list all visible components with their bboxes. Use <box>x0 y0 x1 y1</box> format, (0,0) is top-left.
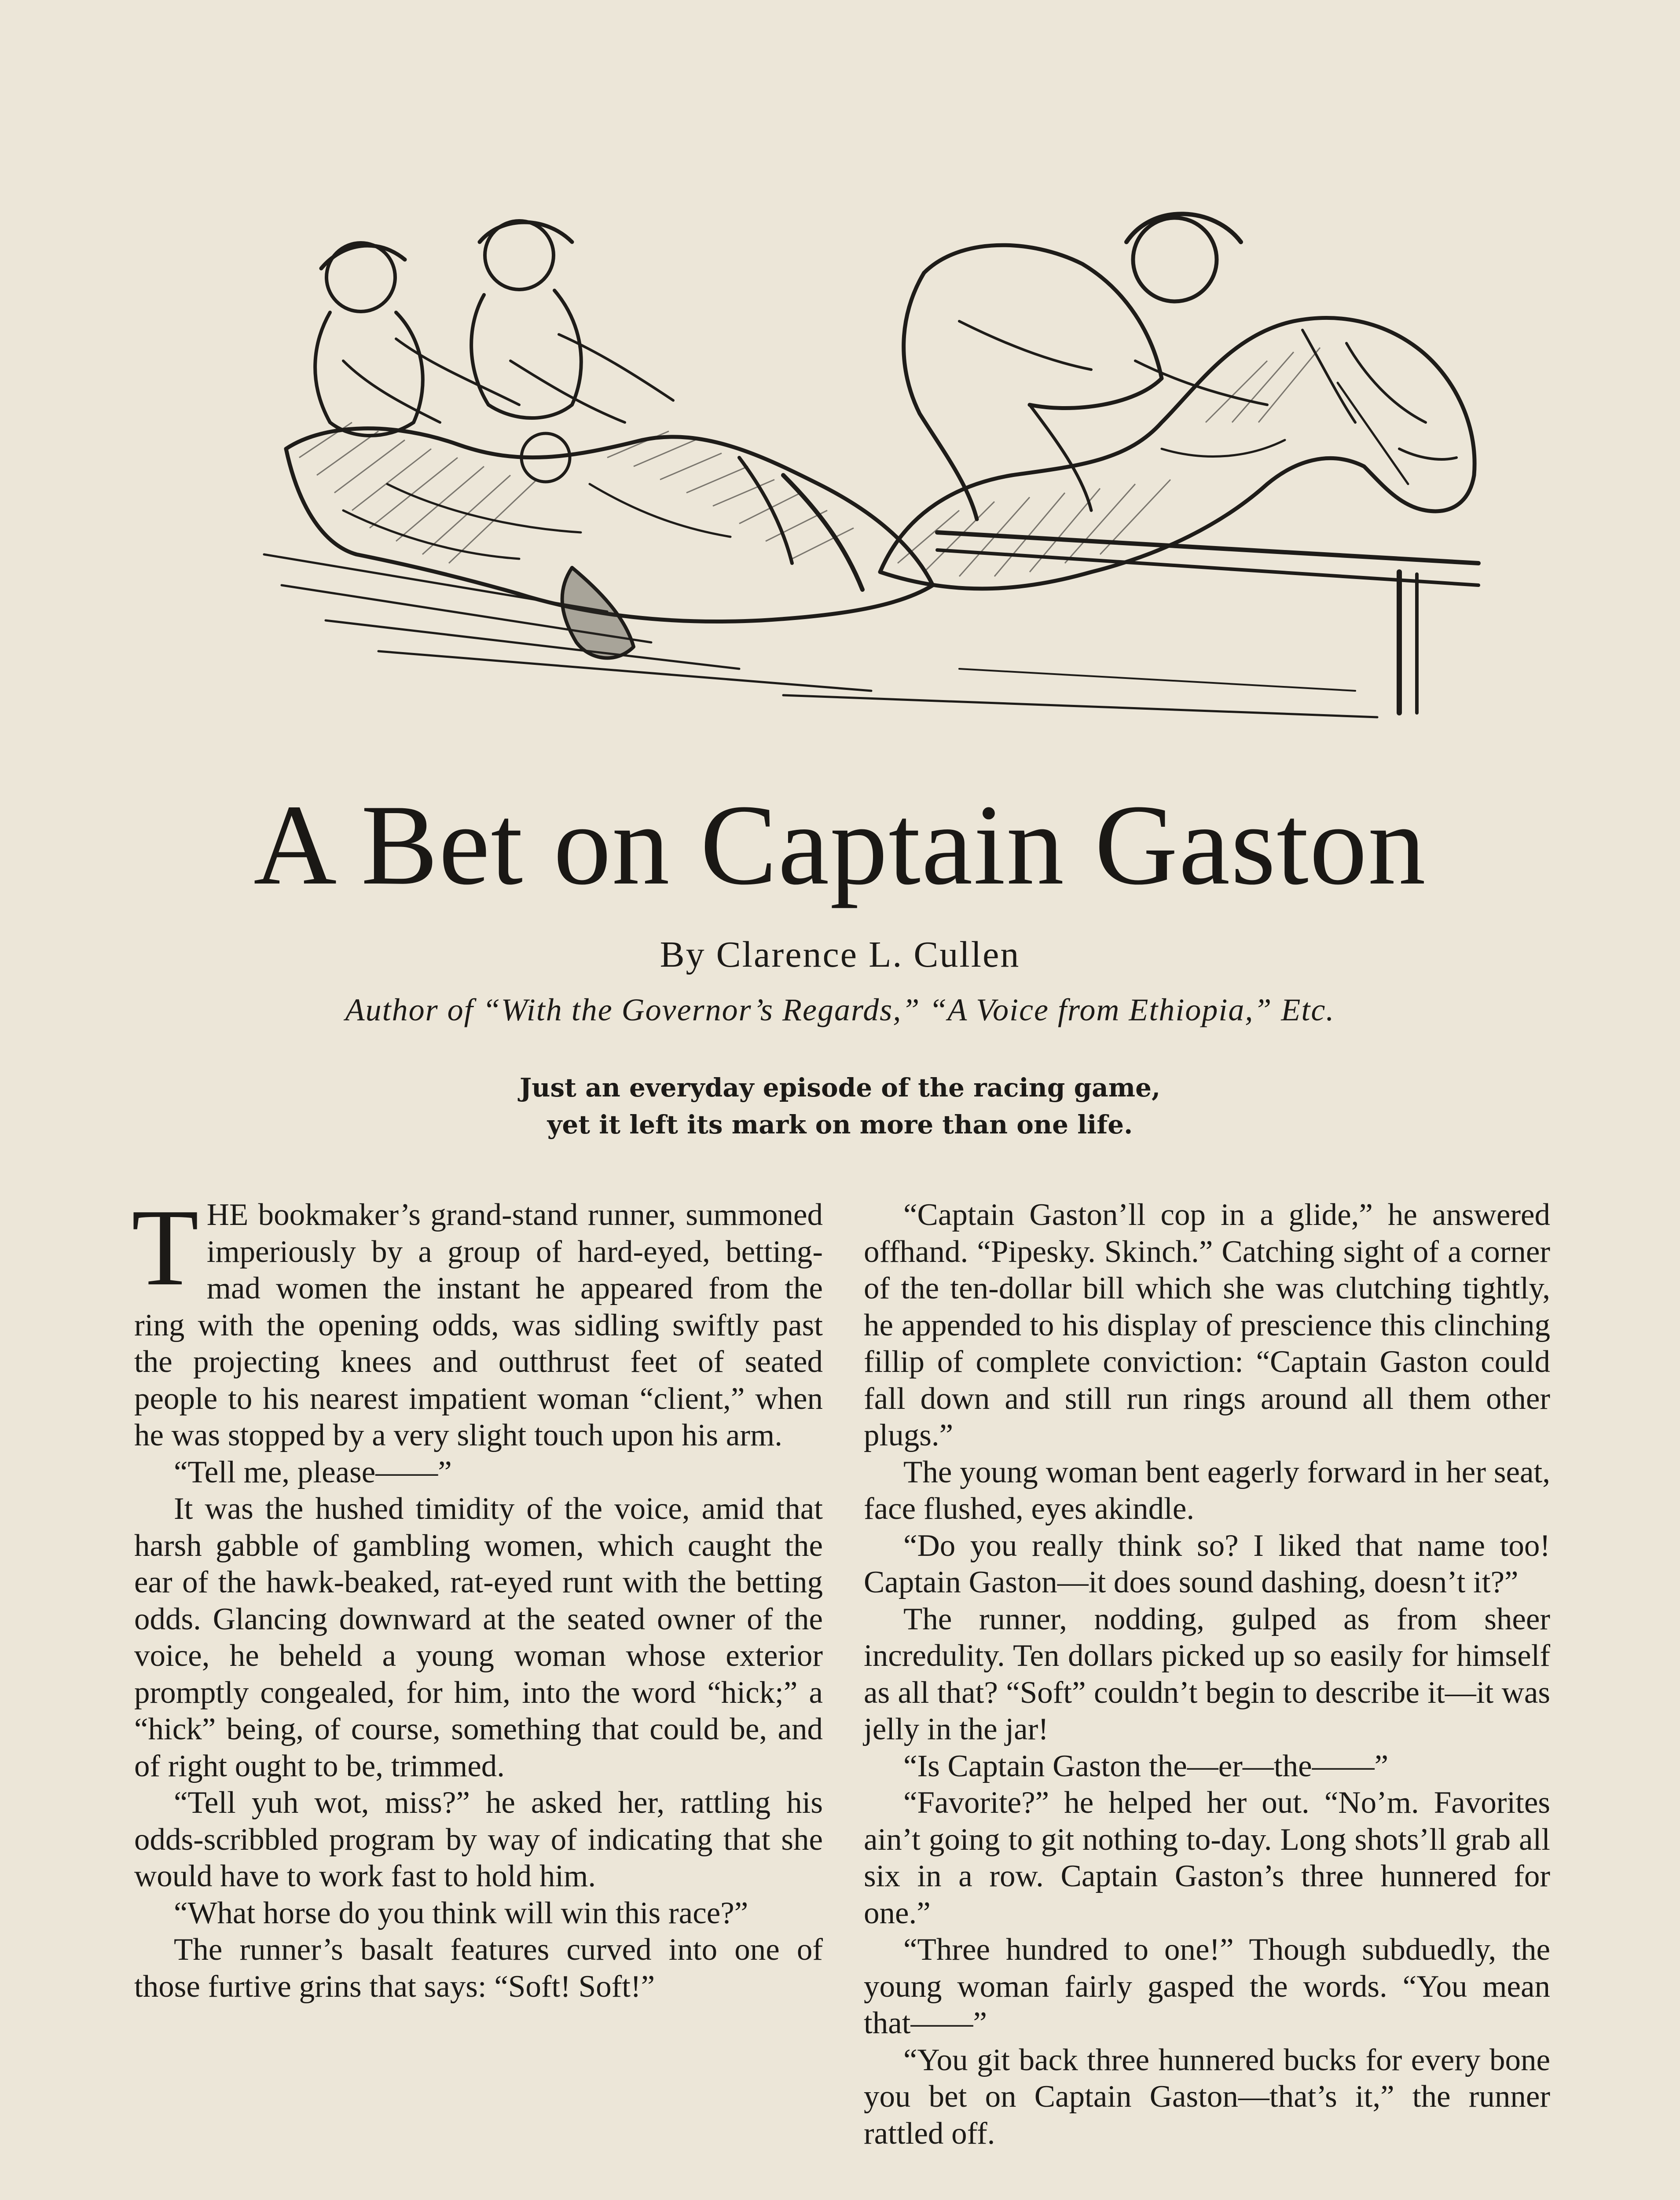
paragraph: The runner’s basalt features curved into one of those furtive grins that says: “Soft! Soft!” <box>134 1932 823 2004</box>
horse-race-illustration <box>211 176 1487 730</box>
paragraph: “Do you really think so? I liked that name too! Captain Gaston—it does sound dashing, doesn’t it?” <box>864 1528 1550 1599</box>
paragraph: The young woman bent eagerly forward in her seat, face flushed, eyes akindle. <box>864 1455 1550 1526</box>
author-credits: Author of “With the Governor’s Regards,” “A Voice from Ethiopia,” Etc. <box>345 992 1335 1027</box>
paragraph: “Is Captain Gaston the—er—the——” <box>903 1749 1389 1783</box>
paragraph: “You git back three hunnered bucks for every bone you bet on Captain Gaston—that’s it,” the runner rattled off. <box>864 2042 1550 2151</box>
paragraph: “Tell me, please——” <box>174 1455 452 1489</box>
paragraph: The runner, nodding, gulped as from sheer incredulity. Ten dollars picked up so easily for himself as all that? “Soft” couldn’t begin to describe it—it was jelly in the jar! <box>864 1602 1550 1746</box>
jockeys-racing-drawing <box>211 176 1487 730</box>
paragraph: “Three hundred to one!” Though subduedly, the young woman fairly gasped the words. “You mean that——” <box>864 1932 1550 2040</box>
right-column <box>864 1197 1550 2152</box>
teaser <box>0 1069 1680 1143</box>
paragraph: It was the hushed timidity of the voice, amid that harsh gabble of gambling women, which caught the ear of the hawk-beaked, rat-eyed runt with the betting odds. Glancing downward at the seated owner of the voice, he beheld a young woman whose exterior promptly congealed, for him, into the word “hick;” a “hick” being, of course, something that could be, and of right ought to be, trimmed. <box>134 1492 823 1783</box>
article-title: A Bet on Captain Gaston <box>253 781 1427 909</box>
left-column <box>132 1187 823 2005</box>
teaser-line-2: yet it left its mark on more than one life. <box>547 1110 1133 1140</box>
byline: By Clarence L. Cullen <box>660 934 1020 975</box>
paragraph: “Favorite?” he helped her out. “No’m. Favorites ain’t going to git nothing to-day. Long shots’ll grab all six in a row. Captain Gaston’s three hunnered for one.” <box>864 1786 1550 1930</box>
drop-cap: T <box>132 1187 199 1309</box>
paragraph: “Tell yuh wot, miss?” he asked her, rattling his odds-scribbled program by way of indicating that she would have to work fast to hold him. <box>134 1786 823 1893</box>
paragraph: “Captain Gaston’ll cop in a glide,” he answered offhand. “Pipesky. Skinch.” Catching sight of a corner of the ten-dollar bill which she was clutching tightly, he appended to his display of prescience this clinching fillip of complete conviction: “Captain Gaston could fall down and still run rings around all them other plugs.” <box>864 1198 1550 1452</box>
teaser-line-1: Just an everyday episode of the racing game, <box>519 1073 1161 1103</box>
paragraph: THE bookmaker’s grand-stand runner, summoned imperiously by a group of hard-eyed, betting-mad women the instant he appeared from the ring with the opening odds, was sidling swiftly past the projecting knees and outthrust feet of seated people to his nearest impatient woman “client,” when he was stopped by a very slight touch upon his arm. <box>132 1187 823 1452</box>
paragraph: “What horse do you think will win this race?” <box>174 1896 748 1930</box>
